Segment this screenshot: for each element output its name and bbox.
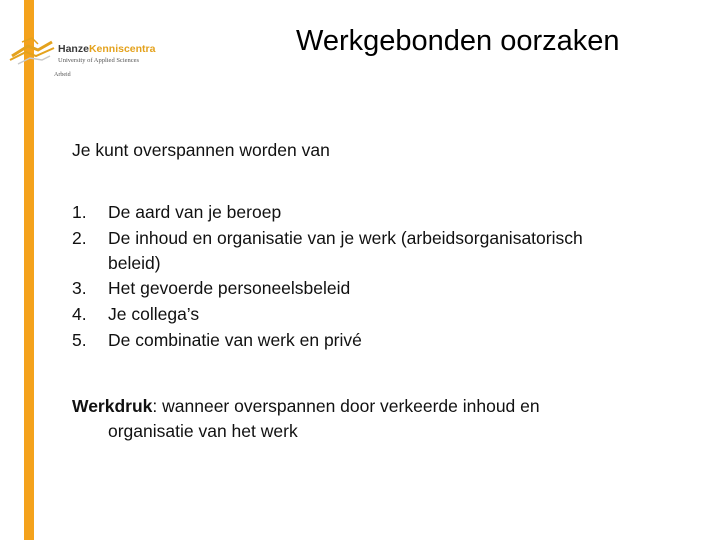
slide-title: Werkgebonden oorzaken [296,25,620,57]
logo-name-b: Kenniscentra [88,43,156,55]
list-item-text: Het gevoerde personeelsbeleid [108,278,351,298]
logo-name-a: Hanze [58,43,89,55]
werkdruk-definition [72,394,632,444]
list-item-text: De combinatie van werk en privé [108,330,362,350]
werkdruk-line1: : wanneer overspannen door verkeerde inhoud en [152,396,540,416]
causes-list [72,199,672,353]
list-item [72,225,672,275]
list-item-number: 2. [72,228,87,248]
hanze-logo-mark-icon [8,36,56,70]
list-item [72,301,672,327]
logo-subtitle: University of Applied Sciences [58,57,140,64]
list-item-number: 5. [72,330,87,350]
hanze-logo [8,36,178,88]
list-item [72,199,672,225]
intro-text: Je kunt overspannen worden van [72,140,330,160]
list-item-number: 1. [72,202,87,222]
list-item-number: 4. [72,304,87,324]
list-item [72,275,672,301]
list-item [72,327,672,353]
list-item-number: 3. [72,278,87,298]
logo-department: Arbeid [54,72,71,78]
list-item-text-continued: beleid) [108,253,161,273]
list-item-text: De aard van je beroep [108,202,282,222]
logo-wordmark [58,43,155,55]
werkdruk-term: Werkdruk [72,396,153,416]
list-item-text: De inhoud en organisatie van je werk (arbeidsorganisatorisch [108,228,583,248]
list-item-text: Je collega’s [108,304,200,324]
werkdruk-line2: organisatie van het werk [108,421,298,441]
